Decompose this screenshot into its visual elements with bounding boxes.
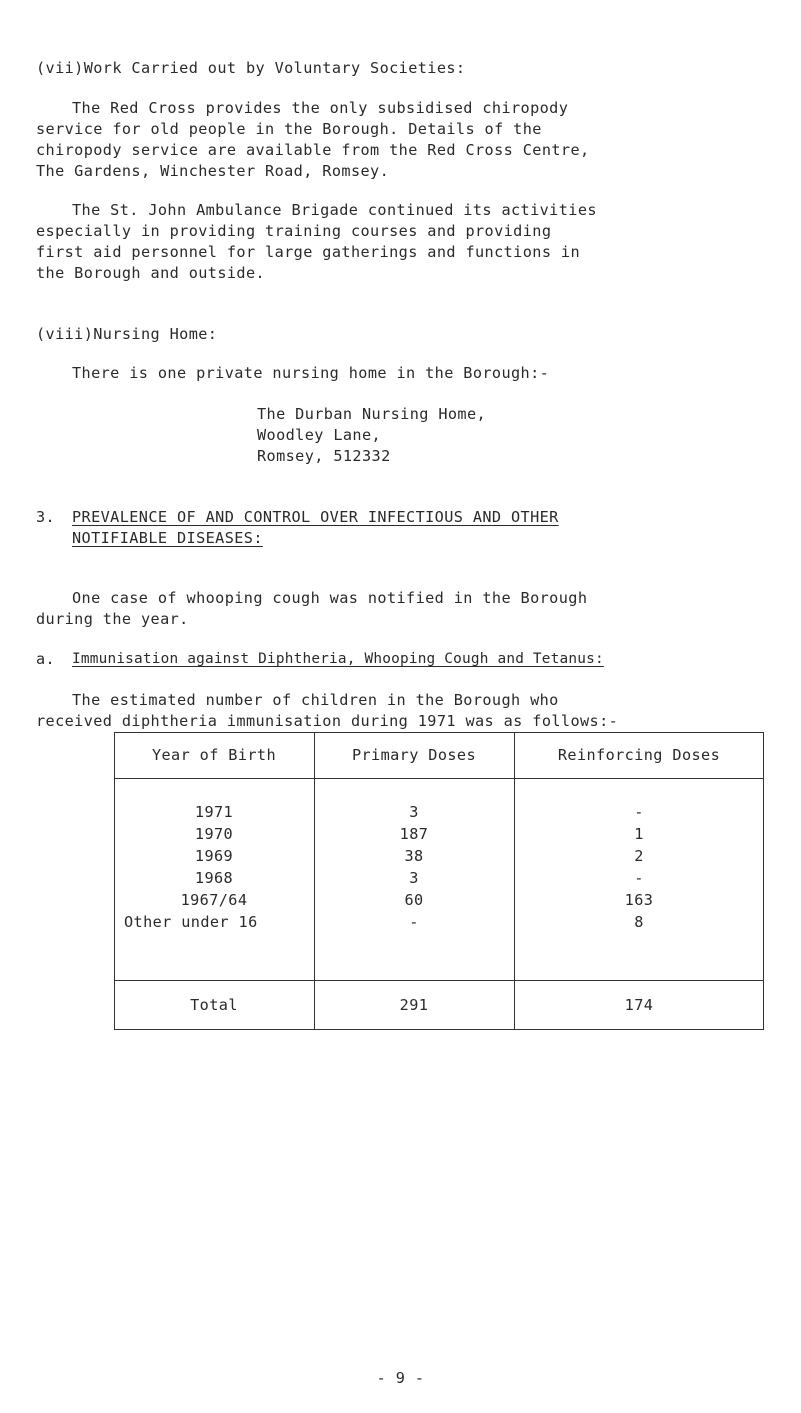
- section-3-title: PREVALENCE OF AND CONTROL OVER INFECTIOUS AND OTHER: [72, 508, 559, 526]
- section-vii-para1-line: The Red Cross provides the only subsidised chiropody: [72, 99, 569, 117]
- year-of-birth-cell: 1967/64: [180, 891, 248, 909]
- table-rule: [114, 1029, 764, 1030]
- primary-doses-cell: 60: [404, 891, 424, 909]
- total-label: Total: [190, 996, 238, 1014]
- page-number: - 9 -: [376, 1369, 425, 1387]
- section-3-number: 3.: [36, 508, 56, 526]
- nursing-home-address-line: The Durban Nursing Home,: [257, 405, 487, 423]
- total-reinforcing-doses: 174: [624, 996, 654, 1014]
- section-vii-para2-line: The St. John Ambulance Brigade continued its activities: [72, 201, 597, 219]
- subsection-a-title: Immunisation against Diphtheria, Whooping Cough and Tetanus:: [72, 651, 604, 667]
- section-vii-para2-line: especially in providing training courses and providing: [36, 222, 552, 240]
- year-of-birth-cell: 1969: [194, 847, 234, 865]
- subsection-a-label: a.: [36, 650, 56, 668]
- primary-doses-cell: 3: [409, 803, 419, 821]
- nursing-home-address-line: Romsey, 512332: [257, 447, 391, 465]
- reinforcing-doses-cell: 1: [634, 825, 644, 843]
- table-rule: [114, 732, 764, 733]
- year-of-birth-cell: 1970: [194, 825, 234, 843]
- section-3-para-line: One case of whooping cough was notified in the Borough: [72, 589, 588, 607]
- year-of-birth-cell: Other under 16: [124, 913, 258, 931]
- section-viii-intro: There is one private nursing home in the Borough:-: [72, 364, 550, 382]
- reinforcing-doses-cell: 163: [624, 891, 654, 909]
- section-3-para-line: during the year.: [36, 610, 189, 628]
- primary-doses-cell: -: [409, 913, 419, 931]
- reinforcing-doses-cell: 8: [634, 913, 644, 931]
- subsection-a-intro-line: received diphtheria immunisation during 1971 was as follows:-: [36, 712, 619, 730]
- section-vii-para2-line: the Borough and outside.: [36, 264, 266, 282]
- year-of-birth-cell: 1971: [194, 803, 234, 821]
- table-header: Year of Birth: [151, 746, 277, 764]
- reinforcing-doses-cell: -: [634, 869, 644, 887]
- reinforcing-doses-cell: 2: [634, 847, 644, 865]
- section-vii-para2-line: first aid personnel for large gatherings and functions in: [36, 243, 580, 261]
- table-rule: [114, 980, 764, 981]
- nursing-home-address-line: Woodley Lane,: [257, 426, 382, 444]
- primary-doses-cell: 38: [404, 847, 424, 865]
- immunisation-table: [114, 732, 764, 1030]
- subsection-a-intro-line: The estimated number of children in the Borough who: [72, 691, 559, 709]
- primary-doses-cell: 187: [399, 825, 429, 843]
- year-of-birth-cell: 1968: [194, 869, 234, 887]
- table-header: Reinforcing Doses: [557, 746, 721, 764]
- table-rule: [114, 778, 764, 779]
- reinforcing-doses-cell: -: [634, 803, 644, 821]
- table-header: Primary Doses: [351, 746, 477, 764]
- section-viii-heading: (viii)Nursing Home:: [36, 325, 218, 343]
- section-vii-heading: (vii)Work Carried out by Voluntary Societies:: [36, 59, 466, 77]
- section-3-title: NOTIFIABLE DISEASES:: [72, 529, 263, 547]
- section-vii-para1-line: The Gardens, Winchester Road, Romsey.: [36, 162, 390, 180]
- section-vii-para1-line: chiropody service are available from the Red Cross Centre,: [36, 141, 590, 159]
- section-vii-para1-line: service for old people in the Borough. Details of the: [36, 120, 542, 138]
- total-primary-doses: 291: [399, 996, 429, 1014]
- primary-doses-cell: 3: [409, 869, 419, 887]
